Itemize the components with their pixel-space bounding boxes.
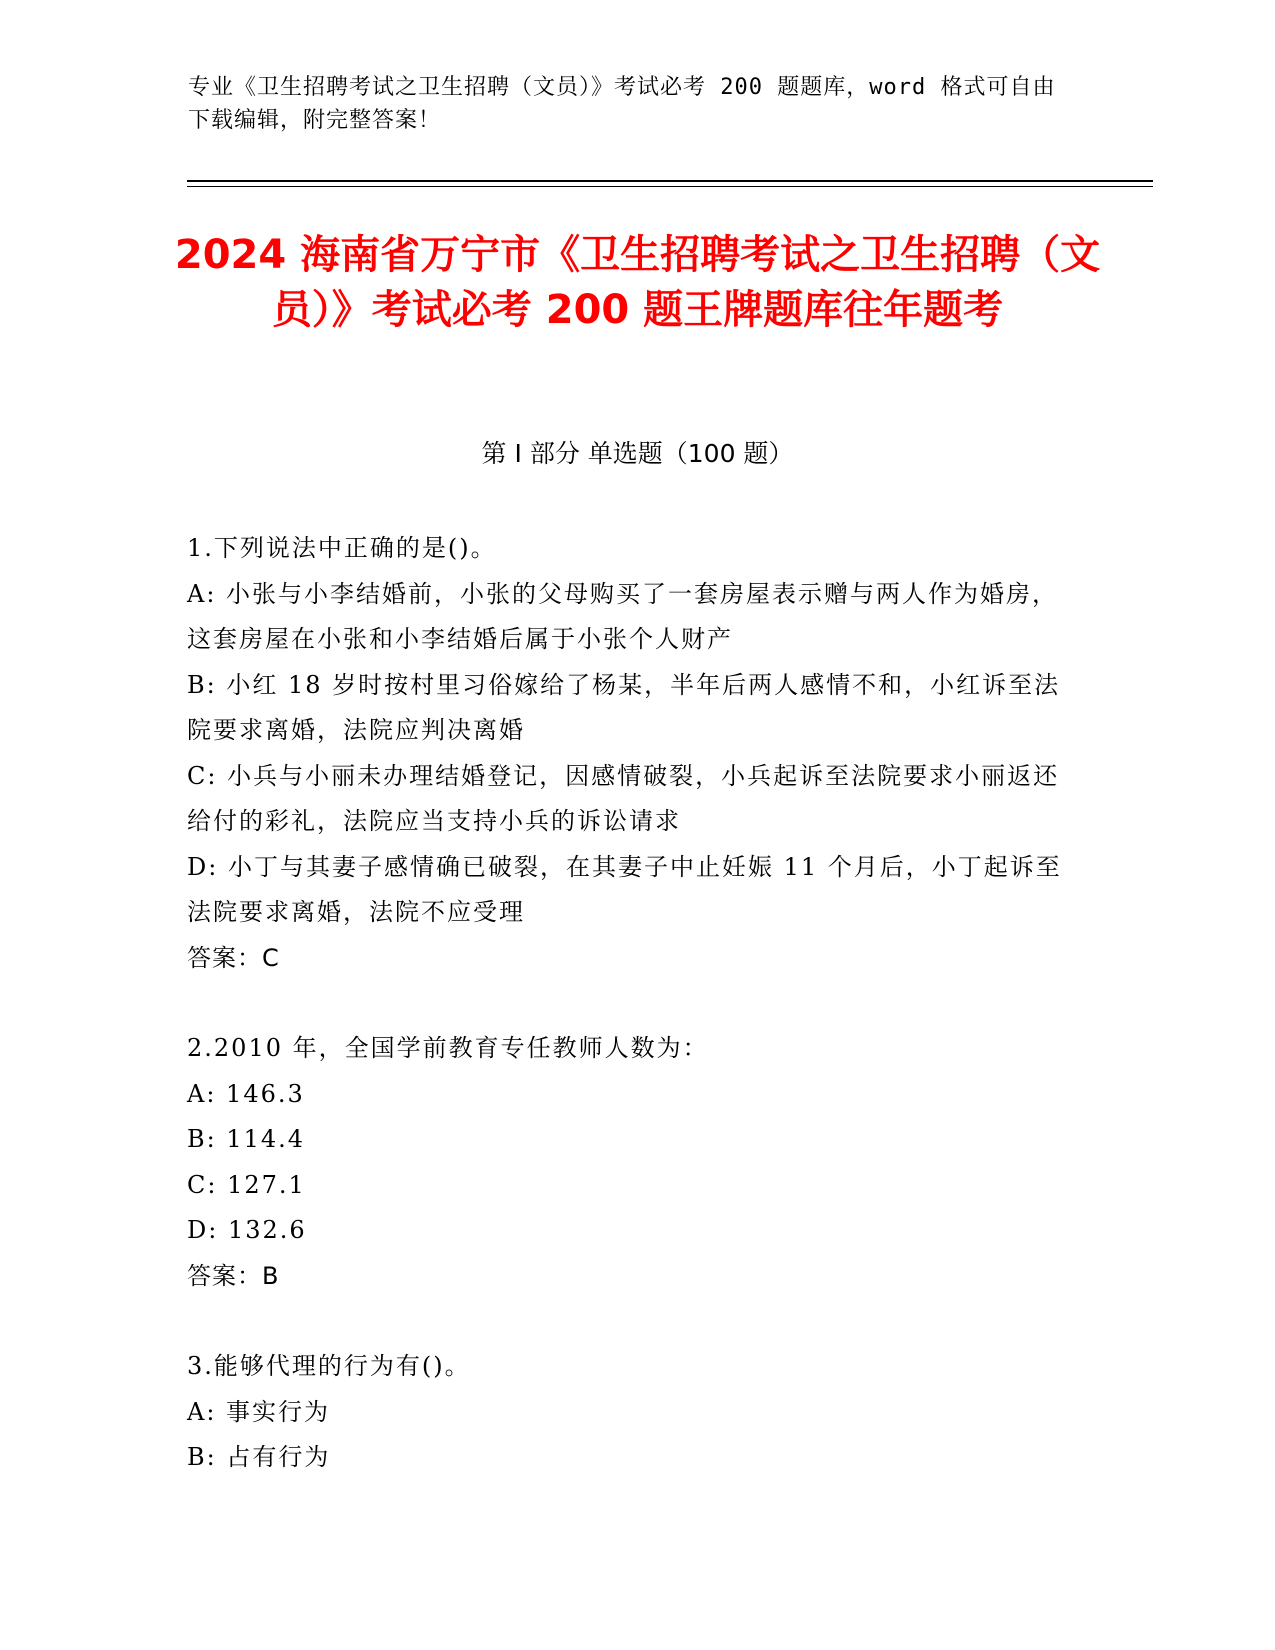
option-b: B: 114.4 bbox=[187, 1125, 306, 1153]
document-title: 2024 海南省万宁市《卫生招聘考试之卫生招聘（文员）》考试必考 200 题王牌题库往年题考 bbox=[174, 232, 1101, 333]
question-stem: 3.能够代理的行为有()。 bbox=[187, 1352, 471, 1380]
question-3 bbox=[187, 1344, 1082, 1481]
option-d: D: 132.6 bbox=[187, 1216, 307, 1244]
answer: 答案：B bbox=[187, 1261, 280, 1290]
option-a: A: 小张与小李结婚前，小张的父母购买了一套房屋表示赠与两人作为婚房，这套房屋在小张和小李结婚后属于小张个人财产 bbox=[187, 579, 1059, 653]
header-divider-thick bbox=[187, 180, 1153, 182]
header-note: 专业《卫生招聘考试之卫生招聘（文员）》考试必考 200 题题库，word 格式可自由下载编辑，附完整答案！ bbox=[188, 75, 1056, 133]
header-divider-thin bbox=[187, 186, 1153, 187]
option-d: D: 小丁与其妻子感情确已破裂，在其妻子中止妊娠 11 个月后，小丁起诉至法院要求离婚，法院不应受理 bbox=[187, 852, 1062, 926]
option-b: B: 小红 18 岁时按村里习俗嫁给了杨某，半年后两人感情不和，小红诉至法院要求离婚，法院应判决离婚 bbox=[187, 670, 1061, 744]
option-c: C: 小兵与小丽未办理结婚登记，因感情破裂，小兵起诉至法院要求小丽返还给付的彩礼，法院应当支持小兵的诉讼请求 bbox=[187, 761, 1060, 835]
option-b: B: 占有行为 bbox=[187, 1443, 331, 1471]
option-a: A: 146.3 bbox=[187, 1079, 305, 1108]
option-c: C: 127.1 bbox=[187, 1170, 306, 1199]
option-a: A: 事实行为 bbox=[187, 1397, 331, 1426]
question-stem: 1.下列说法中正确的是()。 bbox=[187, 534, 497, 562]
question-2 bbox=[187, 1026, 1082, 1299]
question-stem: 2.2010 年，全国学前教育专任教师人数为： bbox=[187, 1034, 709, 1062]
question-list bbox=[187, 526, 1082, 1526]
answer: 答案：C bbox=[187, 943, 280, 972]
question-1 bbox=[187, 526, 1082, 981]
section-title: 第 I 部分 单选题（100 题） bbox=[481, 439, 794, 468]
